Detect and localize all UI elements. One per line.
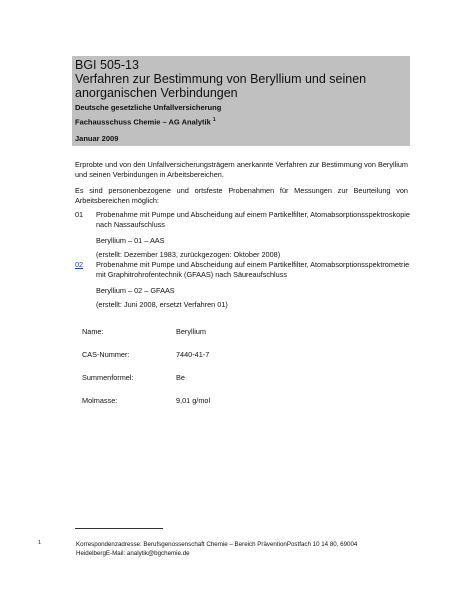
property-label-name: Name:	[82, 327, 104, 336]
document-title: Verfahren zur Bestimmung von Beryllium und seinen anorganischen Verbindungen	[75, 72, 367, 100]
property-label-molar-mass: Molmasse:	[82, 396, 118, 405]
footnote-reference[interactable]: 1	[212, 117, 216, 123]
committee-text: Fachausschuss Chemie – AG Analytik	[75, 117, 211, 127]
property-value-cas: 7440-41-7	[176, 350, 210, 359]
method-link-02[interactable]: 02	[75, 260, 84, 269]
method-description-02: Probenahme mit Pumpe und Abscheidung auf einem Partikelfilter, Atomabsorptionsspektrometrie mit Graphitrohrofentechnik (GFAAS) nach Säureaufschluss	[96, 260, 410, 279]
intro-paragraph: Erprobte und von den Unfallversicherungsträgern anerkannte Verfahren zur Bestimmung von Beryllium und seinen Verbindungen in Arbeitsbereichen.	[75, 160, 408, 180]
footnote-text: Korrespondenzadresse: Berufsgenossenschaft Chemie – Bereich PräventionPostfach 10 14 80, 69004 HeidelbergE-Mail: analytik@bgchemie.de	[76, 541, 358, 558]
property-label-formula: Summenformel:	[82, 373, 134, 382]
property-value-formula: Be	[176, 373, 185, 382]
method-code-01: Beryllium – 01 – AAS	[96, 236, 165, 245]
footnote-number: 1	[38, 540, 42, 546]
method-code-02: Beryllium – 02 – GFAAS	[96, 286, 175, 295]
committee	[75, 117, 216, 127]
footnote-divider	[75, 528, 163, 529]
publication-date: Januar 2009	[75, 134, 119, 143]
method-status-02: (erstellt: Juni 2008, ersetzt Verfahren 01)	[96, 300, 228, 309]
document-id: BGI 505-13	[75, 58, 139, 72]
method-number-01: 01	[75, 210, 84, 219]
method-description-01: Probenahme mit Pumpe und Abscheidung auf einem Partikelfilter, Atomabsorptionsspektroskopie nach Nassaufschluss	[96, 210, 410, 229]
property-label-cas: CAS-Nummer:	[82, 350, 130, 359]
organization: Deutsche gesetzliche Unfallversicherung	[75, 103, 222, 112]
property-value-name: Beryllium	[176, 327, 207, 336]
property-value-molar-mass: 9,01 g/mol	[176, 396, 211, 405]
method-status-01: (erstellt: Dezember 1983, zurückgezogen: Oktober 2008)	[96, 250, 281, 259]
sampling-paragraph: Es sind personenbezogene und ortsfeste Probenahmen für Messungen zur Beurteilung von Arbeitsbereichen möglich:	[75, 186, 408, 206]
